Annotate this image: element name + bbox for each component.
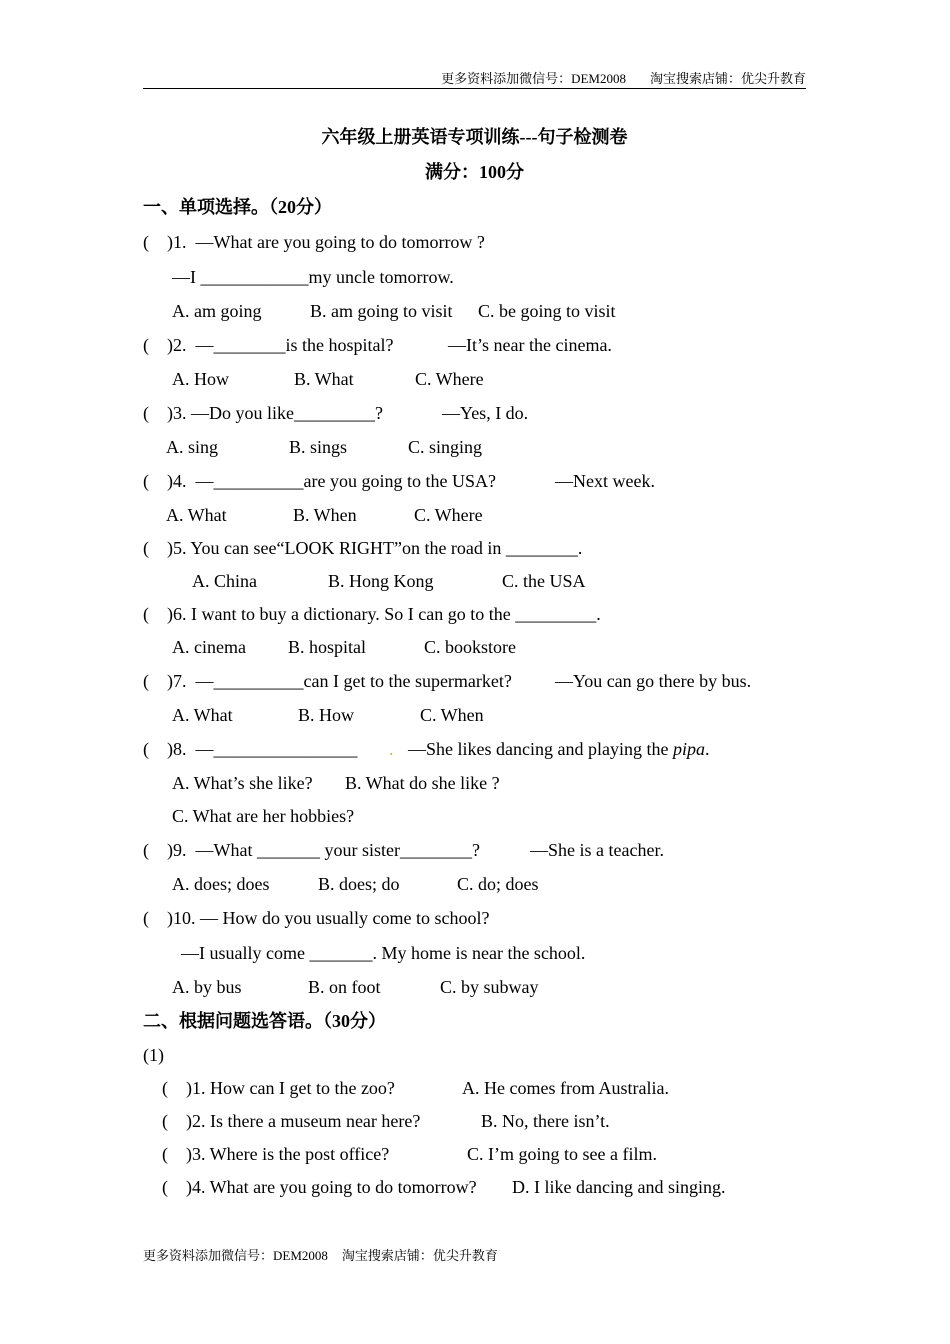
q8-reply-emphasis: pipa <box>672 739 705 759</box>
section2-heading: 二、根据问题选答语。（30分） <box>143 1011 386 1031</box>
q4-reply: —Next week. <box>555 471 655 491</box>
match-answer: A. He comes from Australia. <box>462 1078 669 1098</box>
q6-stem: ( )6. I want to buy a dictionary. So I can go to the _________. <box>143 604 601 624</box>
q5-stem: ( )5. You can see“LOOK RIGHT”on the road in ________. <box>143 538 583 558</box>
q4-option-a: A. What <box>166 505 227 525</box>
footer-shop: 淘宝搜索店铺：优尖升教育 <box>341 1248 498 1263</box>
q4-option-c: C. Where <box>414 505 483 525</box>
q2-option-c: C. Where <box>415 369 484 389</box>
q1-stem: ( )1. —What are you going to do tomorrow ? <box>143 232 485 252</box>
q10-option-c: C. by subway <box>440 977 539 997</box>
match-question: ( )4. What are you going to do tomorrow? <box>162 1177 477 1197</box>
q10-option-b: B. on foot <box>308 977 381 997</box>
q5-option-a: A. China <box>192 571 257 591</box>
match-question: ( )2. Is there a museum near here? <box>162 1111 421 1131</box>
q1-option-c: C. be going to visit <box>478 301 616 321</box>
q10-line2: —I usually come _______. My home is near the school. <box>181 943 586 963</box>
full-score: 满分：100分 <box>425 162 524 182</box>
q7-option-b: B. How <box>298 705 355 725</box>
q8-reply-end: . <box>704 739 710 759</box>
q9-option-c: C. do; does <box>457 874 539 894</box>
q8-option-a: A. What’s she like? <box>172 773 313 793</box>
header-shop: 淘宝搜索店铺：优尖升教育 <box>649 71 806 86</box>
match-answer: B. No, there isn’t. <box>481 1111 610 1131</box>
q7-reply: —You can go there by bus. <box>555 671 752 691</box>
q8-stem: ( )8. —________________ <box>143 739 358 759</box>
q5-option-b: B. Hong Kong <box>328 571 434 591</box>
q2-reply: —It’s near the cinema. <box>448 335 612 355</box>
match-question: ( )3. Where is the post office? <box>162 1144 390 1164</box>
q9-option-b: B. does; do <box>318 874 400 894</box>
header-rule <box>143 88 806 89</box>
footer-wechat: 更多资料添加微信号：DEM2008 <box>143 1248 328 1263</box>
q4-option-b: B. When <box>293 505 357 525</box>
q7-option-a: A. What <box>172 705 233 725</box>
section2-part-label: (1) <box>143 1045 164 1065</box>
q9-reply: —She is a teacher. <box>530 840 664 860</box>
q2-option-a: A. How <box>172 369 229 389</box>
q6-option-a: A. cinema <box>172 637 246 657</box>
q9-option-a: A. does; does <box>172 874 270 894</box>
q3-option-a: A. sing <box>166 437 219 457</box>
q8-option-b: B. What do she like ? <box>345 773 500 793</box>
match-answer: D. I like dancing and singing. <box>512 1177 726 1197</box>
q7-option-c: C. When <box>420 705 484 725</box>
q9-stem: ( )9. —What _______ your sister________? <box>143 840 480 860</box>
q1-option-a: A. am going <box>172 301 262 321</box>
q8-reply <box>408 738 709 760</box>
q2-stem: ( )2. —________is the hospital? <box>143 335 394 355</box>
q3-stem: ( )3. —Do you like_________? <box>143 403 383 423</box>
q1-option-b: B. am going to visit <box>310 301 453 321</box>
q8-reply-text: —She likes dancing and playing the <box>408 739 673 759</box>
q7-stem: ( )7. —__________can I get to the supermarket? <box>143 671 512 691</box>
page-footer <box>143 1247 498 1265</box>
q10-option-a: A. by bus <box>172 977 242 997</box>
q1-line2: —I ____________my uncle tomorrow. <box>172 267 454 287</box>
mark-dot: . <box>389 739 394 759</box>
page-header <box>143 70 806 88</box>
page-title: 六年级上册英语专项训练---句子检测卷 <box>321 127 628 147</box>
match-question: ( )1. How can I get to the zoo? <box>162 1078 395 1098</box>
q10-stem: ( )10. — How do you usually come to school? <box>143 908 490 928</box>
q8-option-c: C. What are her hobbies? <box>172 806 355 826</box>
q6-option-c: C. bookstore <box>424 637 516 657</box>
q5-option-c: C. the USA <box>502 571 586 591</box>
q2-option-b: B. What <box>294 369 354 389</box>
q4-stem: ( )4. —__________are you going to the USA? <box>143 471 496 491</box>
q3-option-c: C. singing <box>408 437 483 457</box>
q3-option-b: B. sings <box>289 437 348 457</box>
match-answer: C. I’m going to see a film. <box>467 1144 657 1164</box>
section1-heading: 一、单项选择。（20分） <box>143 197 332 217</box>
q6-option-b: B. hospital <box>288 637 367 657</box>
header-wechat: 更多资料添加微信号：DEM2008 <box>441 71 626 86</box>
q3-reply: —Yes, I do. <box>442 403 529 423</box>
